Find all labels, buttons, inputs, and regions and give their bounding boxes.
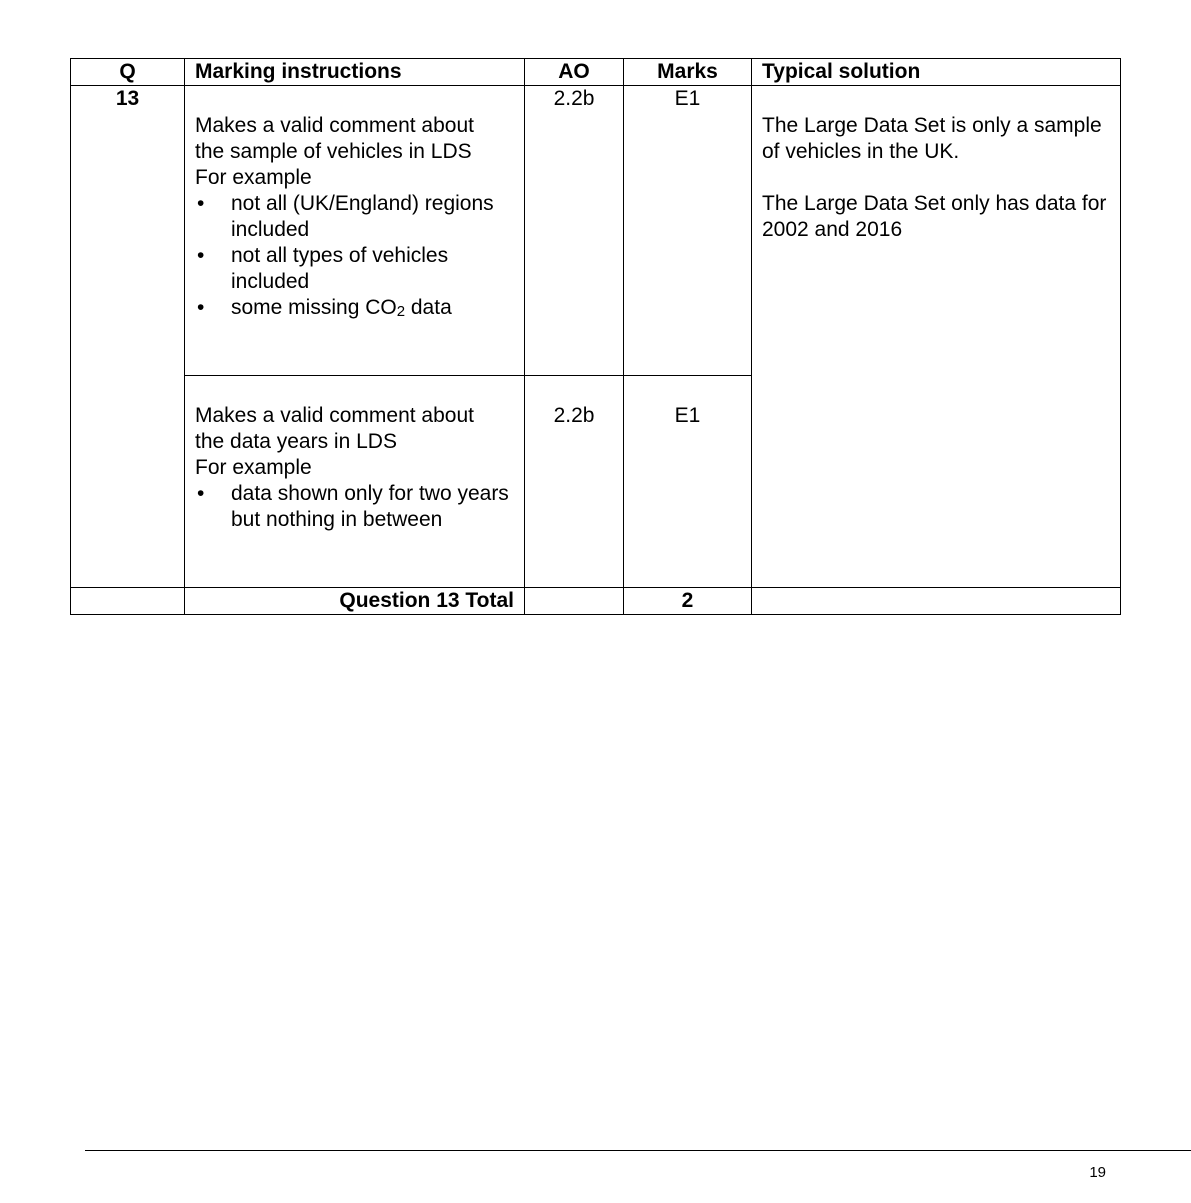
mark-scheme-table	[70, 58, 1121, 615]
marking-instruction-1	[185, 86, 525, 376]
list-item	[195, 481, 514, 533]
list-item	[195, 295, 514, 323]
header-q: Q	[71, 59, 185, 86]
instruction-line: Makes a valid comment about	[195, 114, 474, 137]
instruction-line: For example	[195, 166, 312, 189]
marking-instruction-2	[185, 376, 525, 588]
list-item	[195, 243, 514, 295]
list-item-text: not all types of vehicles included	[231, 244, 449, 293]
example-list	[195, 481, 514, 533]
total-empty-cell	[71, 588, 185, 615]
total-label: Question 13 Total	[185, 588, 525, 615]
solution-paragraph: The Large Data Set is only a sample of vehicles in the UK.	[762, 114, 1102, 163]
page-number: 19	[1089, 1164, 1106, 1181]
mark-value-2: E1	[624, 376, 752, 588]
list-item-text: data shown only for two years but nothing in between	[231, 482, 509, 531]
bullet-icon: •	[197, 192, 205, 215]
bullet-icon: •	[197, 296, 205, 319]
ao-value-1: 2.2b	[525, 86, 624, 376]
example-list	[195, 191, 514, 323]
list-item	[195, 191, 514, 243]
footer-divider	[85, 1150, 1191, 1151]
total-ao-cell	[525, 588, 624, 615]
instruction-line: For example	[195, 456, 312, 479]
list-item-text-suffix: data	[405, 296, 452, 319]
total-marks: 2	[624, 588, 752, 615]
instruction-line: Makes a valid comment about	[195, 404, 474, 427]
bullet-icon: •	[197, 244, 205, 267]
list-item-text: some missing CO	[231, 296, 397, 319]
header-marking-instructions: Marking instructions	[185, 59, 525, 86]
solution-paragraph: The Large Data Set only has data for 2002 and 2016	[762, 192, 1107, 241]
question-number: 13	[71, 86, 185, 588]
instruction-line: the data years in LDS	[195, 430, 397, 453]
total-solution-cell	[752, 588, 1121, 615]
header-row	[71, 59, 1121, 86]
subscript: 2	[396, 303, 406, 320]
instruction-line: the sample of vehicles in LDS	[195, 140, 472, 163]
header-ao: AO	[525, 59, 624, 86]
typical-solution	[752, 86, 1121, 588]
mark-value-1: E1	[624, 86, 752, 376]
list-item-text: not all (UK/England) regions included	[231, 192, 494, 241]
header-typical-solution: Typical solution	[752, 59, 1121, 86]
ao-value-2: 2.2b	[525, 376, 624, 588]
bullet-icon: •	[197, 482, 205, 505]
header-marks: Marks	[624, 59, 752, 86]
criterion-row-1	[71, 86, 1121, 376]
total-row	[71, 588, 1121, 615]
